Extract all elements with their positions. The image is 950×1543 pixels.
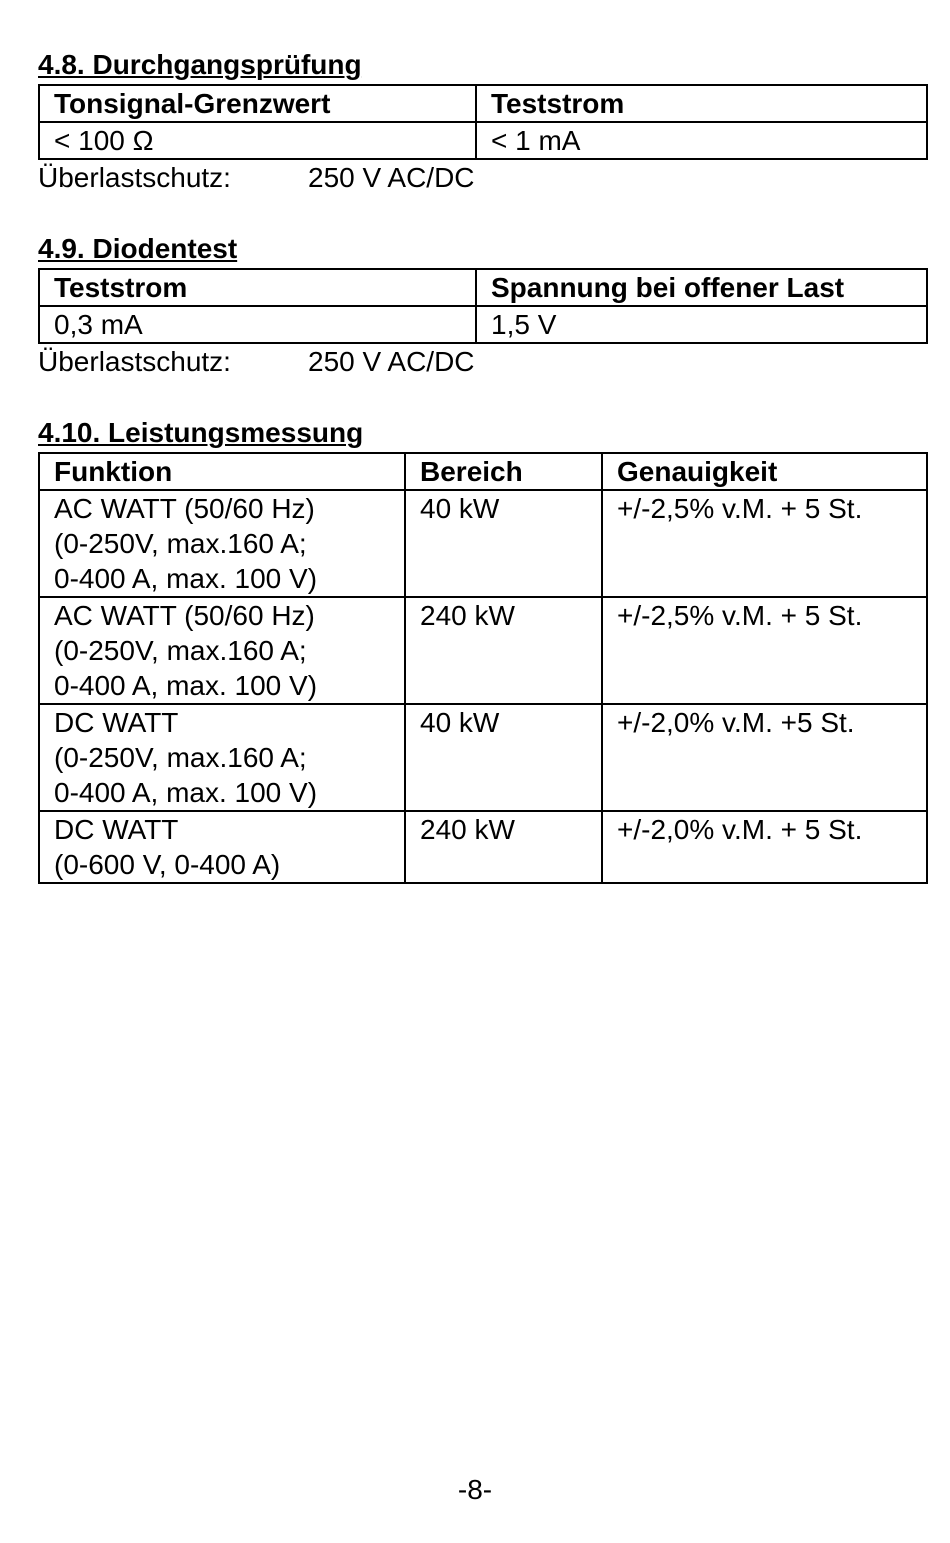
range-cell: 240 kW bbox=[405, 597, 602, 704]
function-cell bbox=[39, 490, 405, 597]
column-header: Genauigkeit bbox=[602, 453, 927, 490]
function-cell bbox=[39, 811, 405, 883]
document-page bbox=[38, 48, 926, 884]
overload-value: 250 V AC/DC bbox=[308, 346, 475, 377]
table-row bbox=[39, 306, 927, 343]
table-row bbox=[39, 490, 927, 597]
overload-label: Überlastschutz: bbox=[38, 162, 231, 193]
function-line: 0-400 A, max. 100 V) bbox=[54, 777, 318, 808]
power-table bbox=[38, 452, 928, 884]
function-line: 0-400 A, max. 100 V) bbox=[54, 563, 318, 594]
diode-table bbox=[38, 268, 928, 344]
section-continuity-test bbox=[38, 48, 926, 196]
section-heading: 4.8. Durchgangsprüfung bbox=[38, 49, 362, 80]
function-line: AC WATT (50/60 Hz) bbox=[54, 600, 315, 631]
accuracy-cell: +/-2,0% v.M. +5 St. bbox=[602, 704, 927, 811]
function-cell bbox=[39, 597, 405, 704]
table-cell: < 100 Ω bbox=[39, 122, 476, 159]
spacer bbox=[38, 196, 926, 232]
accuracy-cell: +/-2,0% v.M. + 5 St. bbox=[602, 811, 927, 883]
table-header-row bbox=[39, 269, 927, 306]
column-header: Funktion bbox=[39, 453, 405, 490]
range-cell: 40 kW bbox=[405, 704, 602, 811]
section-diode-test bbox=[38, 232, 926, 380]
function-line: DC WATT bbox=[54, 707, 179, 738]
function-line: (0-250V, max.160 A; bbox=[54, 528, 307, 559]
table-row bbox=[39, 597, 927, 704]
continuity-table bbox=[38, 84, 928, 160]
table-header-row bbox=[39, 453, 927, 490]
function-line: AC WATT (50/60 Hz) bbox=[54, 493, 315, 524]
overload-protection bbox=[38, 344, 926, 380]
function-line: DC WATT bbox=[54, 814, 179, 845]
function-cell bbox=[39, 704, 405, 811]
overload-label: Überlastschutz: bbox=[38, 346, 231, 377]
table-cell: < 1 mA bbox=[476, 122, 927, 159]
column-header: Spannung bei offener Last bbox=[476, 269, 927, 306]
section-heading: 4.10. Leistungsmessung bbox=[38, 417, 364, 448]
accuracy-cell: +/-2,5% v.M. + 5 St. bbox=[602, 490, 927, 597]
column-header: Teststrom bbox=[39, 269, 476, 306]
table-cell: 1,5 V bbox=[476, 306, 927, 343]
column-header: Bereich bbox=[405, 453, 602, 490]
page-number: -8- bbox=[457, 1474, 493, 1505]
overload-value: 250 V AC/DC bbox=[308, 162, 475, 193]
function-line: (0-250V, max.160 A; bbox=[54, 635, 307, 666]
spacer bbox=[38, 380, 926, 416]
table-row bbox=[39, 704, 927, 811]
range-cell: 240 kW bbox=[405, 811, 602, 883]
function-line: (0-600 V, 0-400 A) bbox=[54, 849, 281, 880]
section-power-measurement bbox=[38, 416, 926, 884]
accuracy-cell: +/-2,5% v.M. + 5 St. bbox=[602, 597, 927, 704]
function-line: 0-400 A, max. 100 V) bbox=[54, 670, 318, 701]
function-line: (0-250V, max.160 A; bbox=[54, 742, 307, 773]
table-cell: 0,3 mA bbox=[39, 306, 476, 343]
column-header: Tonsignal-Grenzwert bbox=[39, 85, 476, 122]
table-header-row bbox=[39, 85, 927, 122]
table-row bbox=[39, 811, 927, 883]
column-header: Teststrom bbox=[476, 85, 927, 122]
range-cell: 40 kW bbox=[405, 490, 602, 597]
table-row bbox=[39, 122, 927, 159]
overload-protection bbox=[38, 160, 926, 196]
section-heading: 4.9. Diodentest bbox=[38, 233, 238, 264]
